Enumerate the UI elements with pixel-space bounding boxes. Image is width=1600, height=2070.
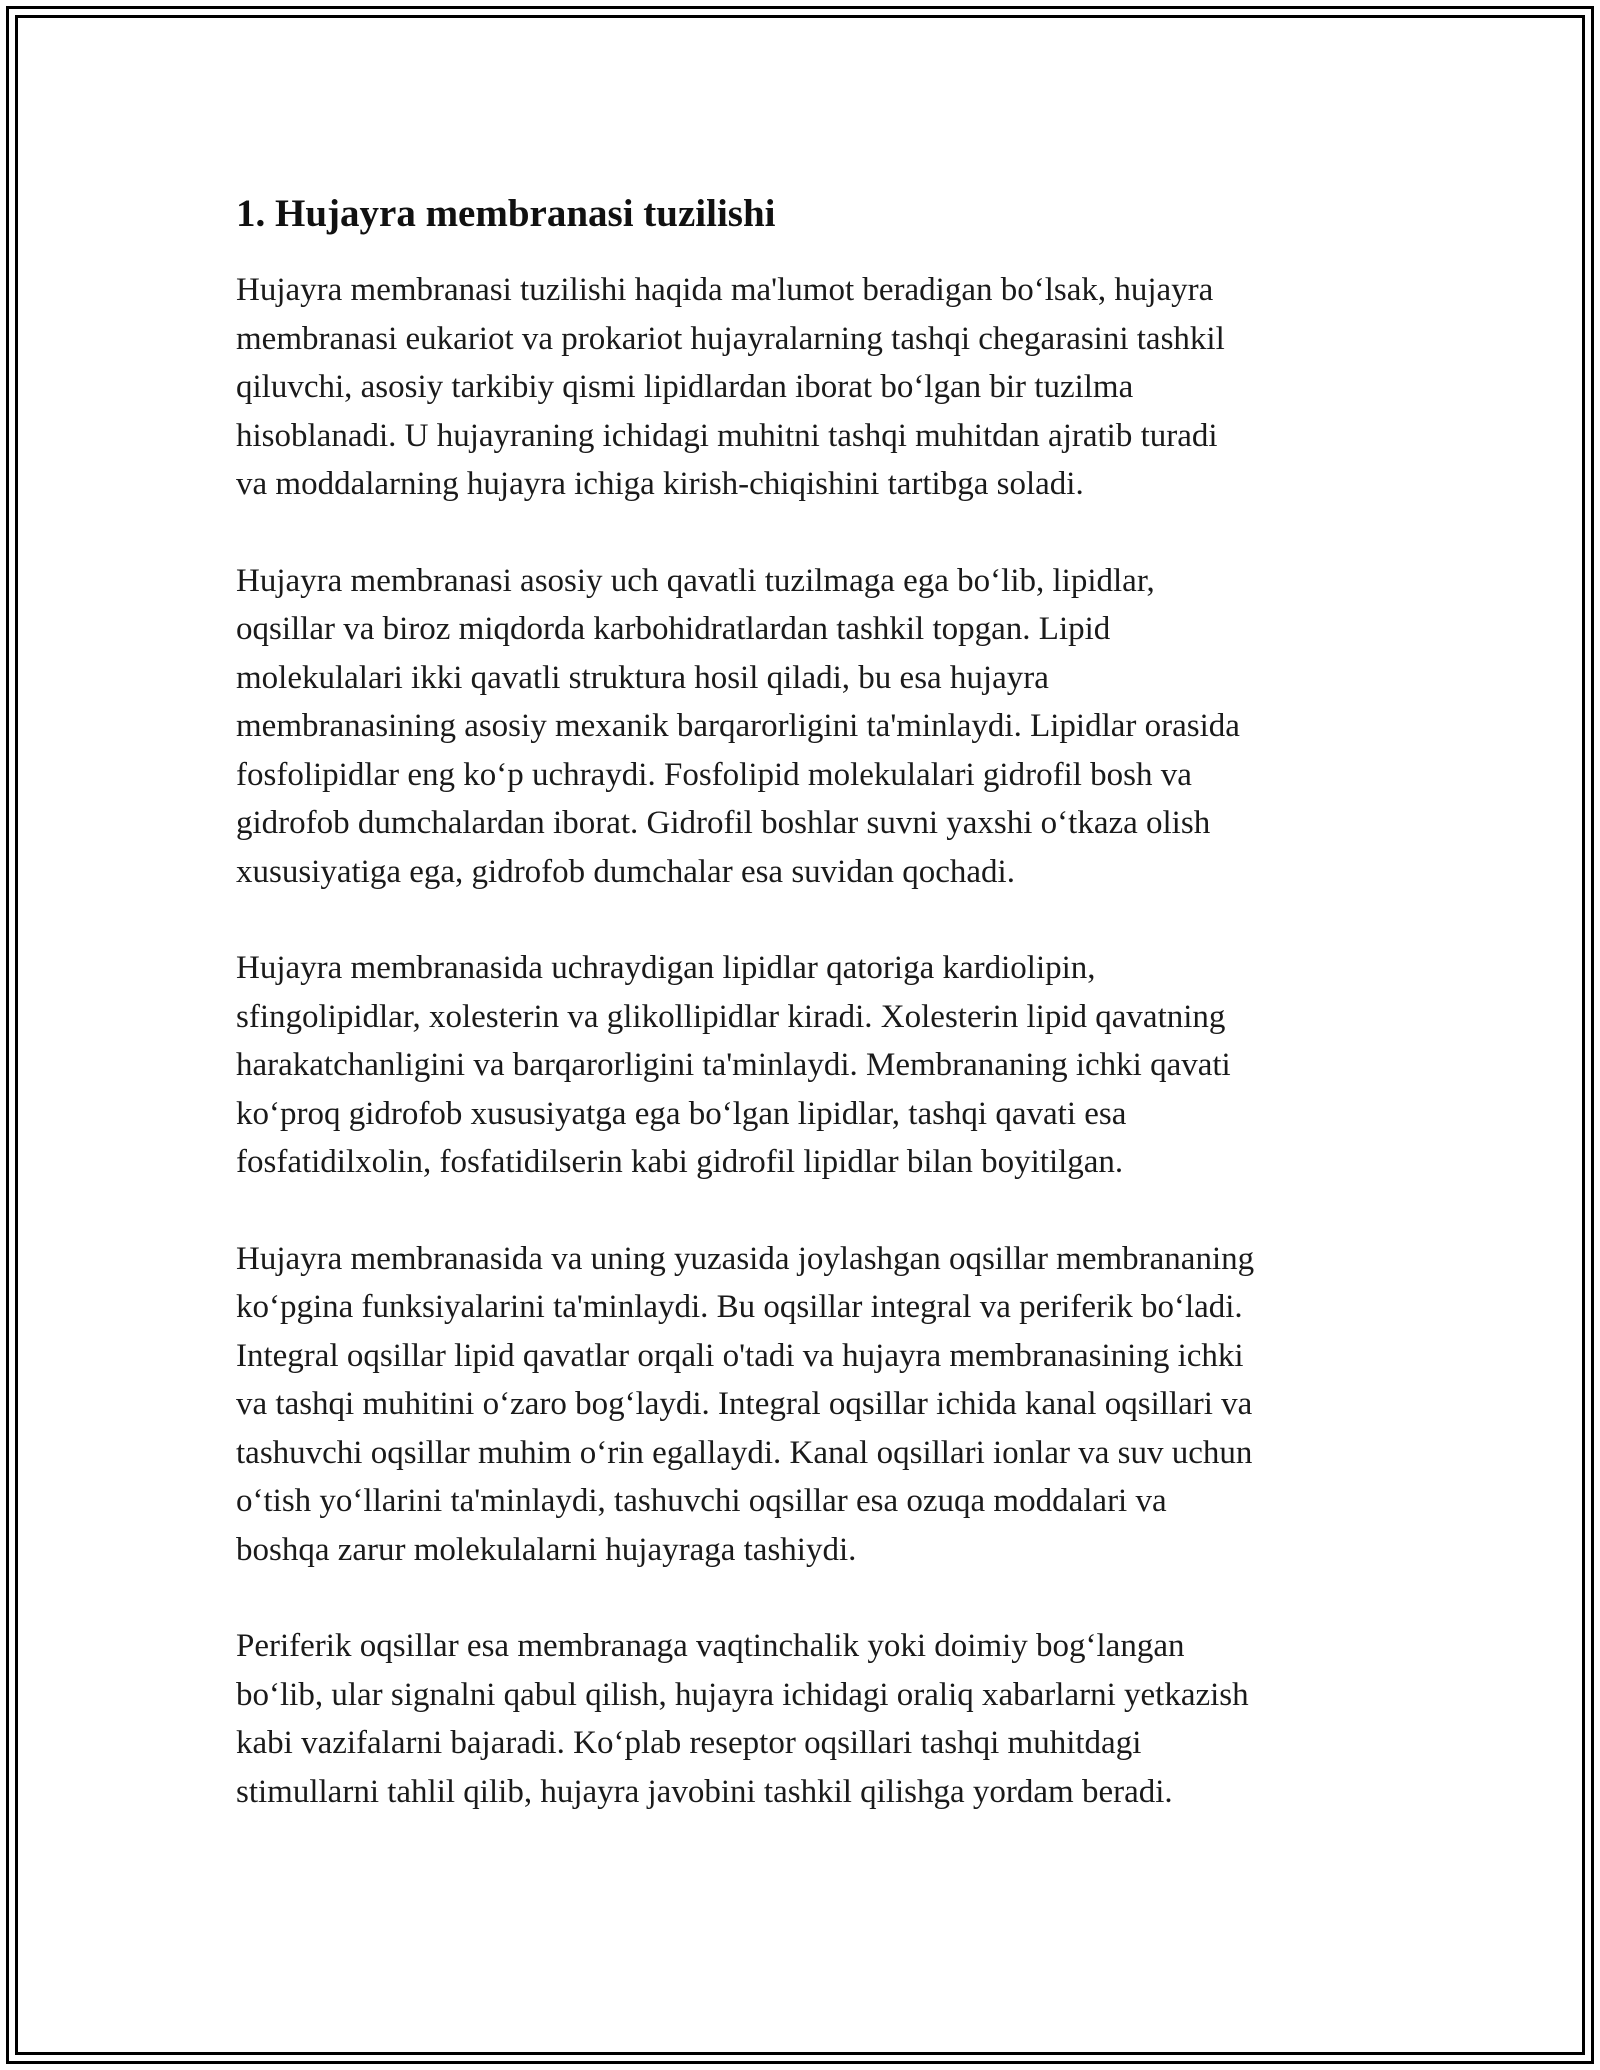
- paragraph-2: Hujayra membranasi asosiy uch qavatli tuzilmaga ega bo‘lib, lipidlar, oqsillar va biroz miqdorda karbohidratlardan tashkil topgan. Lipid molekulalari ikki qavatli struktura hosil qiladi, bu esa hujayra membranasining asosiy mexanik barqarorligini ta'minlaydi. Lipidlar orasida fosfolipidlar eng ko‘p uchraydi. Fosfolipid molekulalari gidrofil bosh va gidrofob dumchalardan iborat. Gidrofil boshlar suvni yaxshi o‘tkaza olish xususiyatiga ega, gidrofob dumchalar esa suvidan qochadi.: [236, 562, 1240, 890]
- paragraph-3: Hujayra membranasida uchraydigan lipidlar qatoriga kardiolipin, sfingolipidlar, xolesterin va glikollipidlar kiradi. Xolesterin lipid qavatning harakatchanligini va barqarorligini ta'minlaydi. Membrananing ichki qavati ko‘proq gidrofob xususiyatga ega bo‘lgan lipidlar, tashqi qavati esa fosfatidilxolin, fosfatidilserin kabi gidrofil lipidlar bilan boyitilgan.: [236, 950, 1231, 1180]
- paragraph-4: Hujayra membranasida va uning yuzasida joylashgan oqsillar membrananing ko‘pgina funksiyalarini ta'minlaydi. Bu oqsillar integral va periferik bo‘ladi. Integral oqsillar lipid qavatlar orqali o'tadi va hujayra membranasining ichki va tashqi muhitini o‘zaro bog‘laydi. Integral oqsillar ichida kanal oqsillari va tashuvchi oqsillar muhim o‘rin egallaydi. Kanal oqsillari ionlar va suv uchun o‘tish yo‘llarini ta'minlaydi, tashuvchi oqsillar esa ozuqa moddalari va boshqa zarur molekulalarni hujayraga tashiydi.: [236, 1240, 1255, 1568]
- document-body: [236, 184, 1376, 1864]
- paragraph-1: Hujayra membranasi tuzilishi haqida ma'lumot beradigan bo‘lsak, hujayra membranasi eukariot va prokariot hujayralarning tashqi chegarasini tashkil qiluvchi, asosiy tarkibiy qismi lipidlardan iborat bo‘lgan bir tuzilma hisoblanadi. U hujayraning ichidagi muhitni tashqi muhitdan ajratib turadi va moddalarning hujayra ichiga kirish-chiqishini tartibga soladi.: [236, 272, 1225, 502]
- section-heading: 1. Hujayra membranasi tuzilishi: [236, 192, 776, 235]
- paragraph-5: Periferik oqsillar esa membranaga vaqtinchalik yoki doimiy bog‘langan bo‘lib, ular signalni qabul qilish, hujayra ichidagi oraliq xabarlarni yetkazish kabi vazifalarni bajaradi. Ko‘plab reseptor oqsillari tashqi muhitdagi stimullarni tahlil qilib, hujayra javobini tashkil qilishga yordam beradi.: [236, 1628, 1249, 1810]
